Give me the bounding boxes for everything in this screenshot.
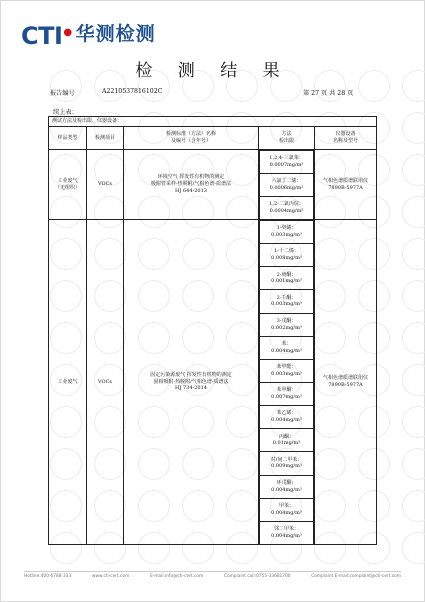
footer-divider: [24, 571, 401, 572]
limit-cell: [260, 498, 314, 521]
sample-type-text: 工业废气: [57, 378, 78, 385]
col-method: [259, 127, 315, 150]
cell-limits: [259, 220, 315, 545]
limit-name: 邻二甲苯：: [273, 526, 299, 533]
limit-name: 1,2,4-三氯苯：: [269, 155, 304, 162]
col-equipment-text: 仪器设备 名称及型号: [333, 131, 359, 144]
col-standard: [124, 127, 259, 150]
logo-dot-icon: ●: [63, 26, 72, 38]
limit-cell: [260, 406, 314, 429]
limit-value: 0.0004mg/m³: [269, 208, 304, 214]
cell-item: [87, 220, 124, 545]
limit-item: [260, 475, 314, 498]
footer: [24, 574, 401, 579]
limit-value: 0.004mg/m³: [271, 486, 302, 493]
limit-cell: [260, 475, 314, 498]
cell-sample-type: [49, 150, 87, 220]
col-equipment: [315, 127, 377, 150]
limit-item: [260, 151, 314, 174]
page-info: 第 27 页 共 28 页: [303, 90, 354, 97]
limit-value: 0.003mg/m³: [271, 370, 302, 377]
limit-name: 对/间二甲苯：: [270, 456, 303, 463]
limit-cell: [260, 336, 314, 359]
limit-item: [260, 521, 314, 544]
limit-value: 0.004mg/m³: [271, 417, 302, 424]
limit-value: 0.0007mg/m³: [269, 162, 304, 168]
equipment-text: 气相色谱质谱联用仪 7890B-5977A: [323, 375, 369, 388]
limit-item: [260, 244, 314, 267]
limit-name: 苯乙烯：: [276, 410, 297, 417]
col-sample-type-text: 样品类型: [57, 134, 78, 141]
watermark-seal-icon: [402, 532, 425, 564]
limits-list: [259, 150, 314, 219]
limit-value: 0.007mg/m³: [271, 394, 302, 401]
limit-cell: [260, 244, 314, 267]
watermark-seal-icon: [402, 196, 425, 228]
limit-item: [260, 313, 314, 336]
standard-text: 固定污染源废气 挥发性有机物的测定 固相吸附-热脱附/气相色谱-质谱法 HJ 734-2014: [150, 371, 232, 392]
limit-name: 1-癸烯：: [276, 225, 297, 232]
limit-item: [260, 359, 314, 382]
continued-label: 续上表：: [53, 109, 78, 116]
sample-type-text: 工业废气 （无组织）: [54, 177, 80, 191]
limit-item: [260, 498, 314, 521]
limit-value: 0.004mg/m³: [271, 532, 302, 539]
limit-name: 苯甲酮：: [276, 387, 297, 394]
limit-value: 0.002mg/m³: [271, 324, 302, 331]
cell-sample-type: [49, 220, 87, 545]
limit-name: 苯：: [281, 341, 292, 348]
item-text: VOCs: [97, 378, 112, 385]
watermark-seal-icon: [402, 280, 425, 312]
table-row: [49, 220, 377, 545]
col-sample-type: [49, 127, 87, 150]
col-item: [87, 127, 124, 150]
table-body: [49, 150, 377, 545]
watermark-seal-icon: [402, 322, 425, 354]
page-title: 检 测 结 果: [135, 61, 290, 81]
cell-limits: [259, 150, 315, 220]
watermark-seal-icon: [402, 112, 425, 144]
limit-cell: [260, 174, 314, 197]
limit-name: 丙酮：: [278, 433, 294, 440]
watermark-seal-icon: [402, 154, 425, 186]
col-standard-text: 检测标准（方法）名称 及编号（含年号）: [165, 131, 216, 144]
limit-name: 环戊酮：: [276, 479, 297, 486]
limit-cell: [260, 521, 314, 544]
limit-name: 1-十二烯：: [274, 248, 299, 255]
footer-web: www.cti-cert.com: [91, 574, 130, 579]
report-no-label: 报告编号: [50, 90, 75, 97]
limit-item: [260, 174, 314, 197]
cell-item: [87, 150, 124, 220]
watermark-seal-icon: [402, 238, 425, 270]
section-title: 测试方法及检出限、仪器设备：: [49, 117, 377, 127]
limit-value: 0.0006mg/m³: [269, 185, 304, 191]
report-no: A2210537816102C: [102, 88, 163, 95]
footer-complaint-call: Complaint call:0755-33681700: [223, 574, 291, 579]
limit-item: [260, 221, 314, 244]
watermark-seal-icon: [402, 490, 425, 522]
limit-item: [260, 267, 314, 290]
cell-standard: [124, 150, 259, 220]
watermark-seal-icon: [402, 406, 425, 438]
limit-name: 2-壬酮：: [276, 294, 297, 301]
logo-cti-text: CTI●: [21, 21, 72, 50]
table-row: [49, 150, 377, 220]
equipment-text: 气相色谱质谱联用仪 7890B-5977A: [323, 177, 369, 191]
item-text: VOCs: [97, 181, 112, 188]
limit-cell: [260, 221, 314, 244]
limit-item: [260, 290, 314, 313]
limit-item: [260, 382, 314, 405]
limit-value: 0.008mg/m³: [271, 255, 302, 262]
limit-item: [260, 452, 314, 475]
watermark-seal-icon: [402, 448, 425, 480]
limit-cell: [260, 382, 314, 405]
standard-text: 环境空气 挥发性有机物的测定 吸附管采样-热脱附/气相色谱-质谱法 HJ 644-2013: [150, 174, 232, 194]
footer-email: E-mail:info@cti-cert.com: [150, 574, 204, 579]
limit-name: 1,2-二氯丙烷：: [269, 201, 304, 208]
limit-name: 六氯丁二烯：: [271, 178, 302, 185]
limit-cell: [260, 290, 314, 313]
limit-item: [260, 406, 314, 429]
limit-cell: [260, 359, 314, 382]
limit-value: 0.003mg/m³: [271, 301, 302, 308]
limit-name: 3-戊酮：: [276, 317, 297, 324]
limit-cell: [260, 429, 314, 452]
limit-cell: [260, 151, 314, 174]
cell-equipment: [315, 150, 377, 220]
limits-list: [259, 220, 314, 544]
col-item-text: 检测项目: [94, 134, 115, 141]
limit-cell: [260, 313, 314, 336]
cell-standard: [124, 220, 259, 545]
company-logo: [21, 21, 156, 50]
limit-value: 0.004mg/m³: [271, 509, 302, 516]
limit-item: [260, 429, 314, 452]
limit-cell: [260, 197, 314, 220]
section-header-row: [49, 117, 377, 127]
limit-cell: [260, 267, 314, 290]
limit-value: 0.009mg/m³: [271, 463, 302, 470]
limit-name: 2-庚酮：: [276, 271, 297, 278]
limit-value: 0.004mg/m³: [271, 347, 302, 354]
limit-item: [260, 336, 314, 359]
cell-equipment: [315, 220, 377, 545]
footer-hotline: Hotline:400-6788-333: [24, 574, 72, 579]
watermark-seal-icon: [402, 364, 425, 396]
limit-value: 0.01mg/m³: [272, 440, 301, 447]
limit-value: 0.001mg/m³: [271, 278, 302, 285]
limit-cell: [260, 452, 314, 475]
methods-table: [48, 116, 377, 545]
col-method-text: 方法 检出限: [278, 131, 294, 144]
logo-cn-text: 华测检测: [75, 23, 156, 45]
limit-name: 苯甲醛：: [276, 364, 297, 371]
limit-value: 0.003mg/m³: [271, 232, 302, 239]
limit-name: 甲苯：: [278, 503, 294, 509]
limit-item: [260, 197, 314, 220]
footer-complaint-email: Complaint E-mail:complaint@cti-cert.com: [311, 574, 401, 579]
column-header-row: [49, 127, 377, 150]
